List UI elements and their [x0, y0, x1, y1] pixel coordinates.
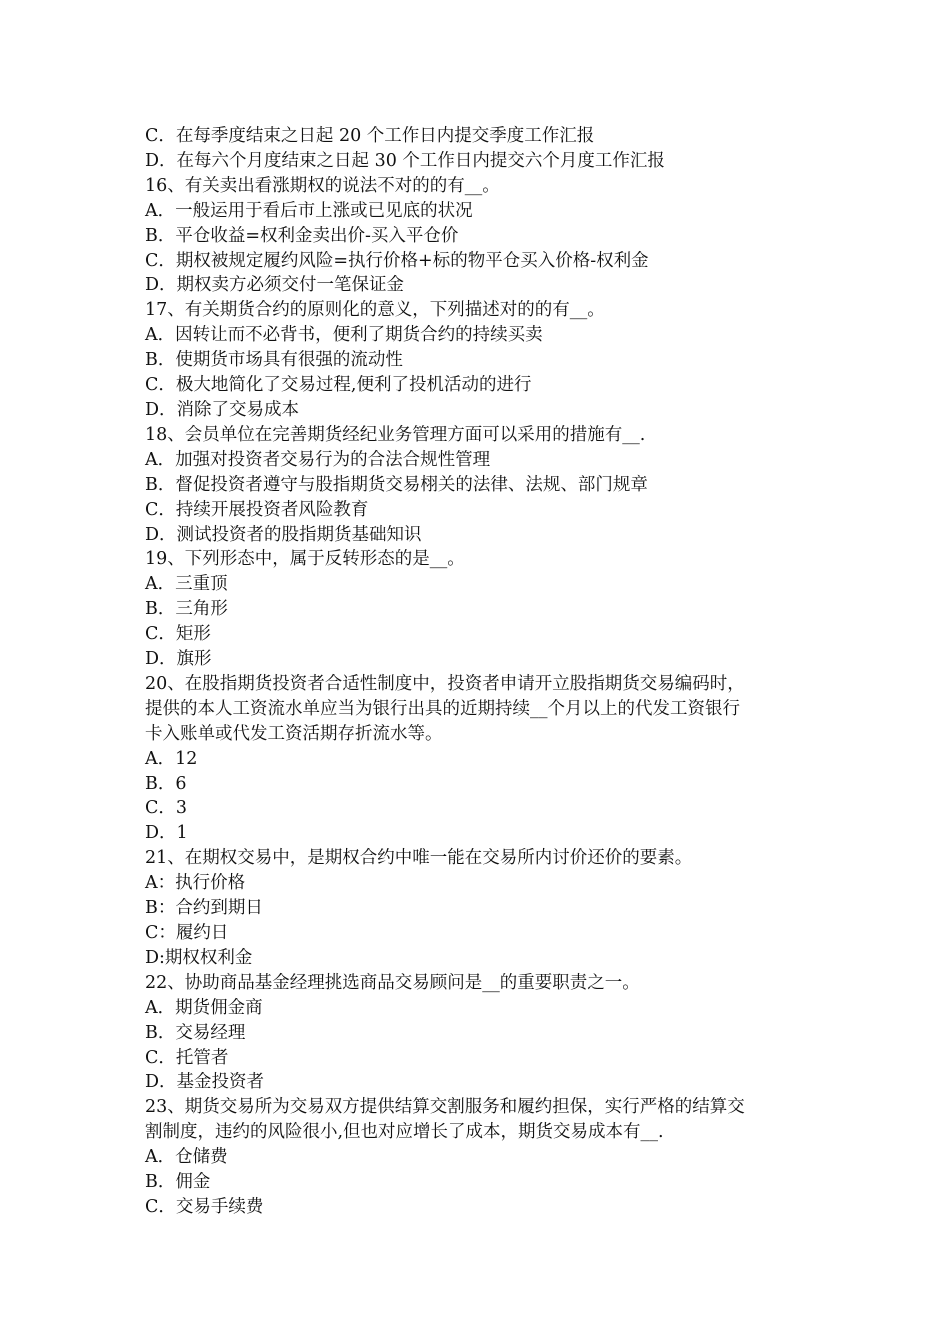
document-line: 20、在股指期货投资者合适性制度中，投资者申请开立股指期货交易编码时，: [145, 673, 745, 694]
document-line: D．在每六个月度结束之日起 30 个工作日内提交六个月度工作汇报: [145, 150, 665, 171]
document-line: D．测试投资者的股指期货基础知识: [145, 524, 422, 545]
document-line: A．加强对投资者交易行为的合法合规性管理: [145, 449, 491, 470]
document-line: B．平仓收益=权利金卖出价-买入平仓价: [145, 225, 459, 246]
document-line: 17、有关期货合约的原则化的意义，下列描述对的的有__。: [145, 300, 605, 321]
document-line: A．12: [145, 748, 198, 769]
document-line: D．基金投资者: [145, 1072, 265, 1093]
document-line: A．因转让而不必背书，便利了期货合约的持续买卖: [145, 325, 543, 346]
document-line: C．期权被规定履约风险=执行价格+标的物平仓买入价格-权利金: [145, 250, 649, 271]
document-line: 割制度，违约的风险很小,但也对应增长了成本，期货交易成本有__.: [145, 1122, 664, 1143]
document-line: 卡入账单或代发工资活期存折流水等。: [145, 723, 443, 744]
document-line: C．在每季度结束之日起 20 个工作日内提交季度工作汇报: [145, 126, 595, 146]
document-line: A．三重顶: [145, 574, 228, 595]
document-line: D:期权权利金: [145, 947, 253, 968]
document-line: C．持续开展投资者风险教育: [145, 499, 369, 520]
document-line: B．交易经理: [145, 1022, 246, 1043]
document-line: 提供的本人工资流水单应当为银行出具的近期持续__个月以上的代发工资银行: [145, 698, 740, 719]
document-line: C：履约日: [145, 923, 229, 943]
document-line: D．消除了交易成本: [145, 399, 300, 420]
document-body: [145, 124, 815, 1220]
document-line: B．6: [145, 773, 187, 794]
document-line: B．三角形: [145, 599, 228, 620]
document-line: A：执行价格: [145, 873, 246, 894]
document-line: D．1: [145, 823, 188, 844]
document-line: A．一般运用于看后市上涨或已见底的状况: [145, 200, 473, 221]
document-line: B．督促投资者遵守与股指期货交易栩关的法律、法规、部门规章: [145, 474, 648, 495]
document-line: A．仓储费: [145, 1147, 228, 1168]
document-line: C．3: [145, 798, 188, 819]
document-line: C．极大地简化了交易过程,便利了投机活动的进行: [145, 375, 532, 396]
document-line: 19、下列形态中，属于反转形态的是__。: [145, 549, 465, 570]
document-line: 22、协助商品基金经理挑选商品交易顾问是__的重要职责之一。: [145, 972, 640, 993]
document-line: 16、有关卖出看涨期权的说法不对的的有__。: [145, 175, 500, 196]
document-line: B．使期货市场具有很强的流动性: [145, 350, 403, 371]
document-line: 18、会员单位在完善期货经纪业务管理方面可以采用的措施有__.: [145, 424, 646, 445]
document-line: C．交易手续费: [145, 1196, 264, 1217]
document-line: B．佣金: [145, 1172, 211, 1193]
document-line: A．期货佣金商: [145, 997, 263, 1018]
document-line: D．旗形: [145, 649, 212, 670]
document-line: B：合约到期日: [145, 898, 263, 919]
document-line: D．期权卖方必须交付一笔保证金: [145, 275, 405, 296]
document-line: 21、在期权交易中，是期权合约中唯一能在交易所内讨价还价的要素。: [145, 848, 693, 869]
document-line: 23、期货交易所为交易双方提供结算交割服务和履约担保，实行严格的结算交: [145, 1097, 745, 1118]
document-line: C．矩形: [145, 624, 211, 645]
document-line: C．托管者: [145, 1047, 229, 1068]
